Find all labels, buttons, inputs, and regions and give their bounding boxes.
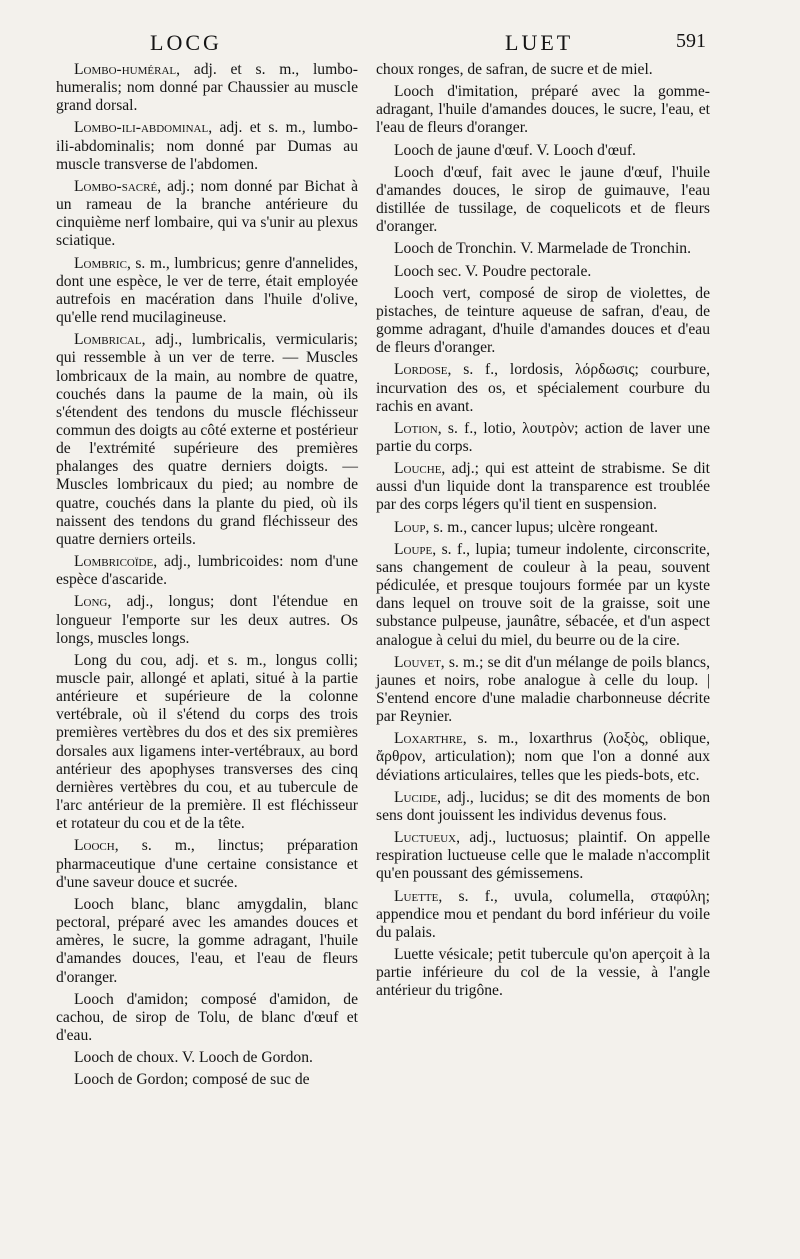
entry-definition: Looch sec. V. Poudre pectorale. <box>394 262 592 280</box>
entry-definition: , adj., lumbricalis, vermicularis; qui ressemble à un ver de terre. — Muscles lombricaux de la main, au nombre de quatre, couchés dans la paume de la main, où ils s'étendent des tendons du muscle fléchisseur commun des doigts au côté externe et postérieur de l'extrémité supérieure des premières phalanges des quatre derniers doigts. — Muscles lombricaux du pied; au nombre de quatre, couchés dans la plante du pied, où ils naissent des tendons du grand fléchisseur des quatre derniers orteils. <box>56 331 358 548</box>
entry-definition: , adj.; nom donné par Bichat à un rameau de la branche antérieure du cinquième nerf lombaire, qui va s'unir au plexus sciatique. <box>56 177 358 250</box>
entry-definition: Looch d'amidon; composé d'amidon, de cachou, de sirop de Tolu, de blanc d'œuf et d'eau. <box>56 990 358 1044</box>
entry-headword: Luctueux <box>394 829 457 847</box>
entry-definition: , s. f., lupia; tumeur indolente, circonscrite, sans changement de couleur à la peau, souvent pédiculée, et presque toujours formée par un kyste dans lequel on trouve soit de la graisse, soit une substance pulpeuse, jaunâtre, sébacée, et d'un aspect analogue à celui du miel, du beurre ou de la cire. <box>376 540 710 649</box>
dictionary-entry <box>376 789 710 825</box>
entry-definition: , adj. et s. m., lumbo-ili-abdominalis; nom donné par Dumas au muscle transverse de l'abdomen. <box>56 119 358 173</box>
entry-definition: , s. m., loxarthrus (λοξὸς, oblique, ἄρθρον, articulation); nom que l'on a donné aux déviations articulaires, telles que les pieds-bots, etc. <box>376 730 710 784</box>
entry-headword: Looch <box>74 837 115 855</box>
dictionary-entry <box>376 240 710 258</box>
dictionary-entry <box>376 61 710 79</box>
entry-headword: Lotion <box>394 419 438 437</box>
entry-definition: , s. m., cancer lupus; ulcère rongeant. <box>425 518 659 536</box>
entry-headword: Lordose <box>394 361 448 379</box>
entry-definition: , adj., longus; dont l'étendue en longueur l'emporte sur les deux autres. Os longs, muscles longs. <box>56 593 358 647</box>
entry-headword: Lombric <box>74 254 127 272</box>
entry-headword: Luette <box>394 887 439 905</box>
entry-definition: Looch de choux. V. Looch de Gordon. <box>74 1049 313 1067</box>
entry-headword: Long <box>74 593 108 611</box>
entry-definition: Looch vert, composé de sirop de violettes, de pistaches, de teinture aqueuse de safran, d'eau, de gomme adragant, d'huile d'amandes douces et d'eau de fleurs d'oranger. <box>376 284 710 357</box>
dictionary-entry <box>376 83 710 137</box>
dictionary-entry <box>56 1071 358 1089</box>
dictionary-entry <box>56 255 358 328</box>
dictionary-entry <box>56 896 358 987</box>
dictionary-entry <box>376 541 710 650</box>
dictionary-entry <box>56 61 358 115</box>
entry-definition: Looch blanc, blanc amygdalin, blanc pectoral, préparé avec les amandes douces et amères, le sucre, la gomme adragant, l'huile d'amandes douces, l'eau, et l'eau de fleurs d'oranger. <box>56 895 358 986</box>
dictionary-entry <box>376 420 710 456</box>
dictionary-entry <box>376 946 710 1000</box>
entry-definition: Looch d'imitation, préparé avec la gomme-adragant, l'huile d'amandes douces, le sucre, l'eau, et l'eau de fleurs d'oranger. <box>376 83 710 137</box>
entry-headword: Lombricoïde <box>74 553 154 571</box>
entry-definition: , s. m.; se dit d'un mélange de poils blancs, jaunes et noirs, robe analogue à celle du loup. | S'entend encore d'une maladie charbonneuse décrite par Reynier. <box>376 653 710 726</box>
entry-definition: Long du cou, adj. et s. m., longus colli; muscle pair, allongé et aplati, situé à la partie antérieure et supérieure de la colonne vertébrale, où il s'étend du corps des trois premières vertèbres du dos et des six premières dorsales aux ligamens inter-vertébraux, au bord antérieur des apophyses transverses des cinq dernières vertèbres du cou, et au tubercule de l'arc antérieur de la première. Il est fléchisseur et rotateur du cou et de la tête. <box>56 651 358 833</box>
entry-definition: Looch de Tronchin. V. Marmelade de Tronchin. <box>394 240 691 258</box>
entry-headword: Louvet <box>394 653 441 671</box>
running-head-right: LUET <box>505 30 574 55</box>
dictionary-entry <box>376 730 710 784</box>
entry-definition: , s. m., lumbricus; genre d'annelides, dont une espèce, le ver de terre, était employée autrefois en macération dans l'huile d'olive, qu'elle rend mucilagineuse. <box>56 254 358 327</box>
entry-headword: Lombo-huméral <box>74 61 177 78</box>
dictionary-entry <box>376 519 710 537</box>
dictionary-entry <box>56 553 358 589</box>
entry-headword: Loupe <box>394 540 433 558</box>
dictionary-entry <box>376 263 710 281</box>
entry-headword: Lombrical <box>74 331 142 349</box>
dictionary-entry <box>56 593 358 647</box>
dictionary-entry <box>376 285 710 358</box>
dictionary-entry <box>56 837 358 891</box>
dictionary-entry <box>376 654 710 727</box>
running-head-left: LOCG <box>150 30 222 55</box>
dictionary-entry <box>376 460 710 514</box>
entry-definition: Luette vésicale; petit tubercule qu'on aperçoit à la partie inférieure du col de la vessie, à l'angle antérieur du trigône. <box>376 946 710 1000</box>
entry-headword: Lucide <box>394 788 438 806</box>
entry-definition: , s. f., lordosis, λόρδωσις; courbure, incurvation des os, et spécialement courbure du rachis en avant. <box>376 361 710 415</box>
dictionary-entry <box>376 142 710 160</box>
left-column <box>56 61 358 1093</box>
entry-definition: , adj., lucidus; se dit des moments de bon sens dont jouissent les individus devenus fous. <box>376 788 710 824</box>
entry-definition: , s. f., lotio, λουτρὸν; action de laver une partie du corps. <box>376 419 710 455</box>
entry-headword: Lombo-ili-abdominal <box>74 119 209 137</box>
entry-definition: , adj., luctuosus; plaintif. On appelle respiration luctueuse celle que le malade n'accomplit qu'en poussant des gémissemens. <box>376 829 710 883</box>
entry-definition: , adj. et s. m., lumbo-humeralis; nom donné par Chaussier au muscle grand dorsal. <box>56 61 358 115</box>
entry-definition: , s. f., uvula, columella, σταφύλη; appendice mou et pendant du bord inférieur du voile du palais. <box>376 887 710 941</box>
entry-headword: Loup <box>394 518 426 536</box>
entry-definition: choux ronges, de safran, de sucre et de miel. <box>376 61 653 78</box>
right-column <box>376 61 710 1005</box>
entry-definition: Looch d'œuf, fait avec le jaune d'œuf, l'huile d'amandes douces, le sirop de guimauve, l'eau distillée de tussilage, de coquelicots et de fleurs d'oranger. <box>376 163 710 236</box>
entry-headword: Lombo-sacré <box>74 177 158 195</box>
entry-definition: Looch de Gordon; composé de suc de <box>74 1071 310 1089</box>
dictionary-entry <box>56 652 358 834</box>
dictionary-entry <box>56 119 358 173</box>
dictionary-entry <box>56 331 358 549</box>
dictionary-entry <box>56 178 358 251</box>
entry-definition: , adj.; qui est atteint de strabisme. Se dit aussi d'un liquide dont la transparence est troublée par des corps légers qu'il tient en suspension. <box>376 460 710 514</box>
dictionary-entry <box>376 361 710 415</box>
entry-definition: , s. m., linctus; préparation pharmaceutique d'une certaine consistance et d'une saveur douce et sucrée. <box>56 837 358 891</box>
entry-definition: , adj., lumbricoides: nom d'une espèce d'ascaride. <box>56 553 358 589</box>
page-number: 591 <box>676 30 706 52</box>
dictionary-entry <box>56 991 358 1045</box>
entry-headword: Louche <box>394 460 442 478</box>
dictionary-entry <box>56 1049 358 1067</box>
dictionary-entry <box>376 164 710 237</box>
dictionary-entry <box>376 829 710 883</box>
entry-headword: Loxarthre <box>394 730 463 748</box>
entry-definition: Looch de jaune d'œuf. V. Looch d'œuf. <box>394 141 636 159</box>
dictionary-entry <box>376 888 710 942</box>
